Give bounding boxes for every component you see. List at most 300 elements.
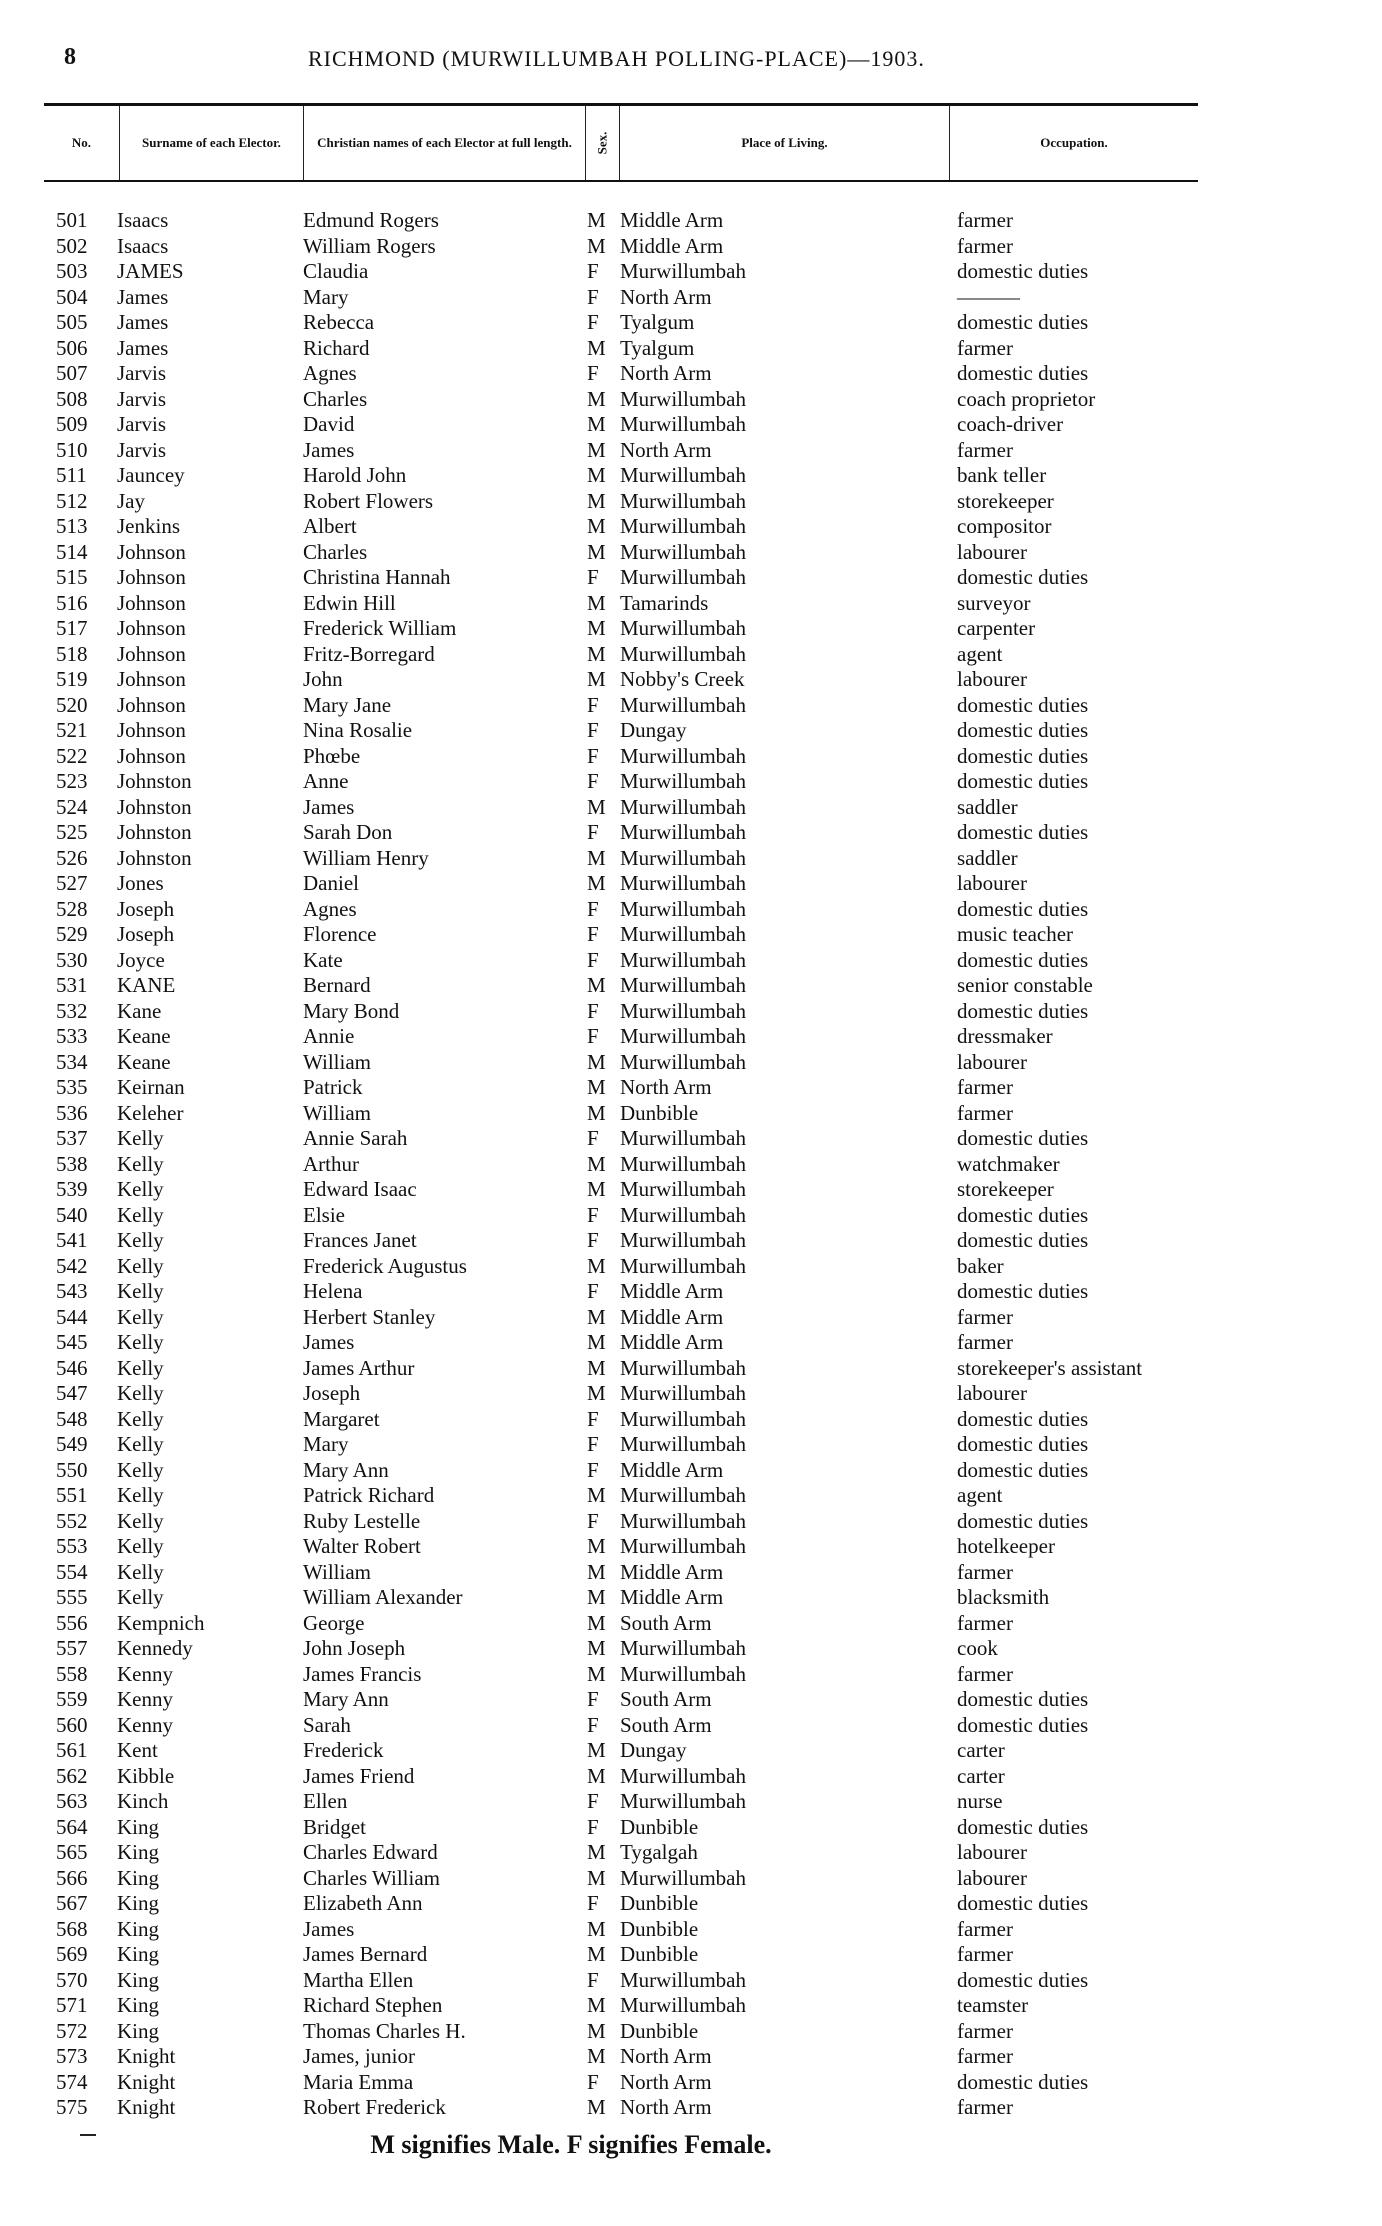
elector-sex: M	[587, 616, 606, 640]
elector-sex: M	[587, 1304, 606, 1329]
table-row	[0, 897, 1382, 923]
elector-christian-names: Mary Bond	[303, 998, 400, 1023]
elector-surname: Kelly	[117, 1483, 164, 1507]
elector-place: North Arm	[620, 361, 712, 385]
elector-occupation: domestic duties	[957, 1279, 1089, 1303]
elector-sex: M	[587, 2018, 606, 2043]
elector-christian-names: Fritz-Borregard	[303, 641, 435, 666]
table-row	[0, 285, 1382, 311]
table-row	[0, 514, 1382, 540]
table-row	[0, 565, 1382, 591]
elector-number: 538	[56, 1151, 88, 1176]
table-row	[0, 438, 1382, 464]
elector-number: 539	[56, 1177, 88, 1201]
elector-sex: F	[587, 998, 599, 1023]
elector-sex: M	[587, 1534, 606, 1558]
elector-number: 516	[56, 590, 88, 615]
elector-occupation: farmer	[957, 335, 1013, 360]
elector-sex: F	[587, 718, 599, 742]
elector-surname: Johnson	[117, 692, 186, 717]
elector-occupation: labourer	[957, 1381, 1027, 1405]
elector-number: 540	[56, 1202, 88, 1227]
header-occupation: Occupation.	[1040, 135, 1108, 150]
elector-place: Murwillumbah	[620, 1865, 746, 1890]
elector-number: 517	[56, 616, 88, 640]
elector-place: Middle Arm	[620, 1559, 724, 1584]
elector-occupation: domestic duties	[957, 1457, 1089, 1482]
elector-christian-names: Robert Frederick	[303, 2095, 446, 2119]
table-row	[0, 973, 1382, 999]
elector-christian-names: William Henry	[303, 845, 429, 870]
elector-sex: M	[587, 412, 606, 436]
elector-place: Murwillumbah	[620, 1483, 746, 1507]
elector-place: Murwillumbah	[620, 845, 746, 870]
elector-sex: M	[587, 1661, 606, 1686]
elector-surname: Kelly	[117, 1202, 164, 1227]
table-row	[0, 1713, 1382, 1739]
elector-surname: JAMES	[117, 259, 184, 283]
elector-sex: F	[587, 310, 599, 334]
header-christian-names: Christian names of each Elector at full length.	[304, 106, 586, 180]
elector-occupation: domestic duties	[957, 1406, 1089, 1431]
elector-number: 504	[56, 284, 88, 309]
elector-sex: F	[587, 565, 599, 589]
elector-occupation: storekeeper	[957, 1177, 1054, 1201]
elector-sex: F	[587, 1814, 599, 1839]
elector-occupation: farmer	[957, 2018, 1013, 2043]
header-sex	[586, 106, 620, 180]
elector-number: 519	[56, 667, 88, 691]
elector-occupation: blacksmith	[957, 1585, 1050, 1609]
elector-sex: M	[587, 1865, 606, 1890]
elector-surname: Johnston	[117, 845, 192, 870]
elector-number: 544	[56, 1304, 88, 1329]
elector-number: 574	[56, 2069, 88, 2094]
elector-number: 564	[56, 1814, 88, 1839]
elector-sex: M	[587, 514, 606, 538]
elector-sex: M	[587, 1610, 606, 1635]
elector-occupation: domestic duties	[957, 361, 1089, 385]
elector-place: Murwillumbah	[620, 1228, 746, 1252]
elector-christian-names: Maria Emma	[303, 2069, 414, 2094]
elector-sex: M	[587, 1738, 606, 1762]
table-row	[0, 1815, 1382, 1841]
elector-place: Murwillumbah	[620, 769, 746, 793]
elector-occupation: hotelkeeper	[957, 1534, 1055, 1558]
elector-christian-names: Annie Sarah	[303, 1126, 408, 1150]
elector-christian-names: Ruby Lestelle	[303, 1508, 421, 1533]
elector-occupation: farmer	[957, 1330, 1013, 1354]
elector-christian-names: Agnes	[303, 361, 357, 385]
elector-place: Murwillumbah	[620, 412, 746, 436]
elector-surname: Jarvis	[117, 361, 166, 385]
table-row	[0, 1483, 1382, 1509]
elector-number: 522	[56, 743, 88, 768]
table-row	[0, 1432, 1382, 1458]
elector-occupation: labourer	[957, 1049, 1027, 1074]
elector-occupation: coach proprietor	[957, 386, 1096, 411]
elector-number: 559	[56, 1687, 88, 1711]
elector-number: 507	[56, 361, 88, 385]
elector-place: Murwillumbah	[620, 1789, 746, 1813]
table-row	[0, 1356, 1382, 1382]
elector-christian-names: James	[303, 794, 355, 819]
elector-place: Murwillumbah	[620, 743, 746, 768]
elector-christian-names: James	[303, 1330, 355, 1354]
elector-christian-names: Joseph	[303, 1381, 361, 1405]
elector-sex: F	[587, 284, 599, 309]
page-title: RICHMOND (MURWILLUMBAH POLLING-PLACE)—1903.	[308, 46, 925, 71]
elector-surname: Kelly	[117, 1508, 164, 1533]
elector-place: Murwillumbah	[620, 386, 746, 411]
elector-number: 548	[56, 1406, 88, 1431]
elector-christian-names: Patrick Richard	[303, 1483, 435, 1507]
elector-place: Nobby's Creek	[620, 667, 745, 691]
elector-place: Middle Arm	[620, 1330, 724, 1354]
table-row	[0, 1968, 1382, 1994]
table-row	[0, 1611, 1382, 1637]
elector-occupation: agent	[957, 641, 1003, 666]
footer-text: M signifies Male. F signifies Female.	[370, 2130, 772, 2159]
elector-place: Murwillumbah	[620, 641, 746, 666]
elector-occupation: domestic duties	[957, 1432, 1089, 1456]
elector-surname: Kelly	[117, 1177, 164, 1201]
elector-place: North Arm	[620, 1075, 712, 1099]
elector-christian-names: Nina Rosalie	[303, 718, 413, 742]
table-row	[0, 361, 1382, 387]
elector-christian-names: Richard	[303, 335, 370, 360]
elector-occupation: carpenter	[957, 616, 1036, 640]
elector-number: 514	[56, 539, 88, 564]
elector-number: 536	[56, 1100, 88, 1125]
elector-christian-names: Charles	[303, 386, 368, 411]
elector-christian-names: Edmund Rogers	[303, 208, 439, 232]
elector-surname: Joseph	[117, 922, 175, 946]
elector-place: Murwillumbah	[620, 488, 746, 513]
elector-sex: F	[587, 1457, 599, 1482]
elector-surname: Johnson	[117, 590, 186, 615]
table-row	[0, 1228, 1382, 1254]
elector-surname: Isaacs	[117, 233, 169, 258]
elector-place: Murwillumbah	[620, 871, 746, 895]
elector-occupation: compositor	[957, 514, 1052, 538]
elector-occupation: domestic duties	[957, 1202, 1089, 1227]
elector-occupation: coach-driver	[957, 412, 1064, 436]
elector-occupation: bank teller	[957, 463, 1047, 487]
elector-place: Murwillumbah	[620, 1508, 746, 1533]
elector-occupation: domestic duties	[957, 1508, 1089, 1533]
elector-sex: M	[587, 539, 606, 564]
elector-surname: Kelly	[117, 1559, 164, 1584]
elector-place: Middle Arm	[620, 208, 724, 232]
elector-place: Murwillumbah	[620, 998, 746, 1023]
elector-number: 547	[56, 1381, 88, 1405]
table-row	[0, 1687, 1382, 1713]
table-row	[0, 744, 1382, 770]
table-row	[0, 336, 1382, 362]
elector-occupation: domestic duties	[957, 947, 1089, 972]
elector-surname: King	[117, 1865, 159, 1890]
elector-occupation: domestic duties	[957, 820, 1089, 844]
elector-sex: M	[587, 386, 606, 411]
elector-sex: F	[587, 1228, 599, 1252]
elector-sex: M	[587, 590, 606, 615]
elector-christian-names: Albert	[303, 514, 357, 538]
elector-number: 568	[56, 1916, 88, 1941]
table-row	[0, 1738, 1382, 1764]
table-row	[0, 769, 1382, 795]
table-row	[0, 1330, 1382, 1356]
elector-number: 518	[56, 641, 88, 666]
elector-number: 506	[56, 335, 88, 360]
elector-number: 561	[56, 1738, 88, 1762]
elector-christian-names: Frederick Augustus	[303, 1253, 467, 1278]
elector-number: 546	[56, 1355, 88, 1380]
elector-sex: M	[587, 1381, 606, 1405]
table-row	[0, 387, 1382, 413]
elector-occupation: farmer	[957, 1610, 1013, 1635]
elector-christian-names: James Friend	[303, 1763, 415, 1788]
table-row	[0, 2095, 1382, 2121]
table-row	[0, 667, 1382, 693]
elector-sex: M	[587, 1840, 606, 1864]
footer-legend	[0, 2130, 1382, 2160]
elector-occupation: carter	[957, 1738, 1005, 1762]
elector-sex: F	[587, 361, 599, 385]
elector-occupation: storekeeper's assistant	[957, 1355, 1143, 1380]
elector-place: Middle Arm	[620, 1585, 724, 1609]
table-row	[0, 2019, 1382, 2045]
elector-surname: King	[117, 1967, 159, 1992]
elector-occupation: cook	[957, 1636, 998, 1660]
table-row	[0, 1101, 1382, 1127]
elector-place: Murwillumbah	[620, 1151, 746, 1176]
elector-number: 505	[56, 310, 88, 334]
elector-sex: F	[587, 1967, 599, 1992]
elector-surname: Johnston	[117, 820, 192, 844]
elector-surname: Kenny	[117, 1712, 173, 1737]
elector-christian-names: Harold John	[303, 463, 407, 487]
elector-sex: M	[587, 871, 606, 895]
elector-place: Dunbible	[620, 1942, 699, 1966]
elector-christian-names: Edwin Hill	[303, 590, 396, 615]
elector-place: Murwillumbah	[620, 1763, 746, 1788]
table-row	[0, 820, 1382, 846]
elector-sex: M	[587, 973, 606, 997]
table-row	[0, 1407, 1382, 1433]
elector-occupation: farmer	[957, 1559, 1013, 1584]
table-row	[0, 1534, 1382, 1560]
elector-occupation: farmer	[957, 233, 1013, 258]
elector-surname: Johnston	[117, 794, 192, 819]
elector-surname: Kelly	[117, 1432, 164, 1456]
elector-christian-names: Sarah Don	[303, 820, 393, 844]
elector-place: North Arm	[620, 2044, 712, 2068]
elector-occupation: domestic duties	[957, 1814, 1089, 1839]
elector-occupation: labourer	[957, 667, 1027, 691]
elector-place: North Arm	[620, 2069, 712, 2094]
elector-occupation: farmer	[957, 1916, 1013, 1941]
table-row	[0, 1917, 1382, 1943]
elector-christian-names: Edward Isaac	[303, 1177, 417, 1201]
elector-place: Murwillumbah	[620, 1177, 746, 1201]
elector-occupation: domestic duties	[957, 896, 1089, 921]
elector-number: 542	[56, 1253, 88, 1278]
elector-surname: Kibble	[117, 1763, 175, 1788]
elector-surname: Kelly	[117, 1330, 164, 1354]
table-row	[0, 1075, 1382, 1101]
elector-christian-names: Agnes	[303, 896, 357, 921]
elector-sex: M	[587, 1075, 606, 1099]
elector-surname: Jarvis	[117, 412, 166, 436]
elector-sex: M	[587, 1355, 606, 1380]
elector-christian-names: Frederick	[303, 1738, 384, 1762]
elector-sex: M	[587, 1100, 606, 1125]
elector-sex: M	[587, 488, 606, 513]
elector-christian-names: Elsie	[303, 1202, 345, 1227]
elector-place: Murwillumbah	[620, 539, 746, 564]
elector-christian-names: Thomas Charles H.	[303, 2018, 466, 2043]
elector-sex: F	[587, 692, 599, 717]
elector-occupation: carter	[957, 1763, 1005, 1788]
table-row	[0, 1560, 1382, 1586]
elector-christian-names: Frederick William	[303, 616, 457, 640]
elector-sex: M	[587, 463, 606, 487]
elector-place: Tamarinds	[620, 590, 709, 615]
table-row	[0, 1789, 1382, 1815]
table-row	[0, 1993, 1382, 2019]
table-row	[0, 718, 1382, 744]
elector-place: Dungay	[620, 1738, 687, 1762]
elector-place: South Arm	[620, 1610, 712, 1635]
elector-occupation: watchmaker	[957, 1151, 1060, 1176]
elector-christian-names: David	[303, 412, 355, 436]
elector-occupation: domestic duties	[957, 1687, 1089, 1711]
elector-christian-names: Charles Edward	[303, 1840, 438, 1864]
elector-occupation: domestic duties	[957, 1967, 1089, 1992]
elector-place: Murwillumbah	[620, 1049, 746, 1074]
elector-place: Murwillumbah	[620, 514, 746, 538]
elector-surname: Kelly	[117, 1228, 164, 1252]
table-row	[0, 1636, 1382, 1662]
elector-surname: King	[117, 1814, 159, 1839]
table-row	[0, 1585, 1382, 1611]
elector-christian-names: Mary	[303, 1432, 349, 1456]
elector-place: Murwillumbah	[620, 922, 746, 946]
elector-sex: F	[587, 743, 599, 768]
elector-place: Middle Arm	[620, 233, 724, 258]
table-row	[0, 1866, 1382, 1892]
elector-surname: Joyce	[117, 947, 165, 972]
elector-place: Murwillumbah	[620, 1126, 746, 1150]
elector-place: Murwillumbah	[620, 1993, 746, 2017]
elector-place: Murwillumbah	[620, 1202, 746, 1227]
elector-place: Murwillumbah	[620, 973, 746, 997]
elector-occupation: farmer	[957, 1661, 1013, 1686]
elector-place: Murwillumbah	[620, 259, 746, 283]
elector-surname: Kelly	[117, 1355, 164, 1380]
elector-sex: M	[587, 641, 606, 666]
elector-number: 558	[56, 1661, 88, 1686]
elector-number: 515	[56, 565, 88, 589]
table-row	[0, 463, 1382, 489]
elector-number: 556	[56, 1610, 88, 1635]
elector-number: 513	[56, 514, 88, 538]
table-row	[0, 1254, 1382, 1280]
table-row	[0, 922, 1382, 948]
elector-surname: Kelly	[117, 1585, 164, 1609]
elector-sex: F	[587, 769, 599, 793]
elector-surname: King	[117, 1916, 159, 1941]
elector-occupation: farmer	[957, 208, 1013, 232]
elector-occupation: domestic duties	[957, 998, 1089, 1023]
elector-place: South Arm	[620, 1712, 712, 1737]
elector-surname: Kelly	[117, 1151, 164, 1176]
table-row	[0, 1152, 1382, 1178]
elector-surname: Kelly	[117, 1534, 164, 1558]
elector-place: Murwillumbah	[620, 463, 746, 487]
elector-number: 570	[56, 1967, 88, 1992]
table-header	[44, 103, 1198, 182]
elector-sex: F	[587, 1891, 599, 1915]
elector-sex: M	[587, 1763, 606, 1788]
elector-number: 550	[56, 1457, 88, 1482]
elector-number: 575	[56, 2095, 88, 2119]
elector-place: Dunbible	[620, 2018, 699, 2043]
elector-place: Murwillumbah	[620, 1534, 746, 1558]
elector-christian-names: Florence	[303, 922, 377, 946]
elector-christian-names: George	[303, 1610, 365, 1635]
elector-surname: Keane	[117, 1024, 171, 1048]
elector-number: 535	[56, 1075, 88, 1099]
elector-place: North Arm	[620, 437, 712, 462]
elector-sex: F	[587, 820, 599, 844]
elector-number: 531	[56, 973, 88, 997]
elector-surname: Johnson	[117, 641, 186, 666]
elector-number: 534	[56, 1049, 88, 1074]
table-row	[0, 846, 1382, 872]
elector-place: Murwillumbah	[620, 1636, 746, 1660]
table-row	[0, 1662, 1382, 1688]
elector-place: Murwillumbah	[620, 1406, 746, 1431]
elector-christian-names: Martha Ellen	[303, 1967, 414, 1992]
elector-surname: Johnson	[117, 743, 186, 768]
elector-sex: M	[587, 794, 606, 819]
elector-surname: Kempnich	[117, 1610, 205, 1635]
elector-occupation: labourer	[957, 1865, 1027, 1890]
table-row	[0, 1126, 1382, 1152]
elector-occupation: domestic duties	[957, 1126, 1089, 1150]
elector-sex: M	[587, 1916, 606, 1941]
elector-place: Dunbible	[620, 1100, 699, 1125]
elector-sex: F	[587, 947, 599, 972]
table-row	[0, 1305, 1382, 1331]
elector-occupation: farmer	[957, 1075, 1013, 1099]
elector-occupation: nurse	[957, 1789, 1003, 1813]
elector-occupation: storekeeper	[957, 488, 1054, 513]
elector-christian-names: Ellen	[303, 1789, 348, 1813]
elector-occupation: farmer	[957, 1304, 1013, 1329]
elector-number: 524	[56, 794, 88, 819]
elector-sex: M	[587, 1942, 606, 1966]
header-place: Place of Living.	[620, 106, 950, 180]
table-row	[0, 591, 1382, 617]
elector-surname: Jay	[117, 488, 145, 513]
elector-number: 549	[56, 1432, 88, 1456]
elector-christian-names: Patrick	[303, 1075, 363, 1099]
elector-sex: M	[587, 1636, 606, 1660]
elector-surname: Isaacs	[117, 208, 169, 232]
